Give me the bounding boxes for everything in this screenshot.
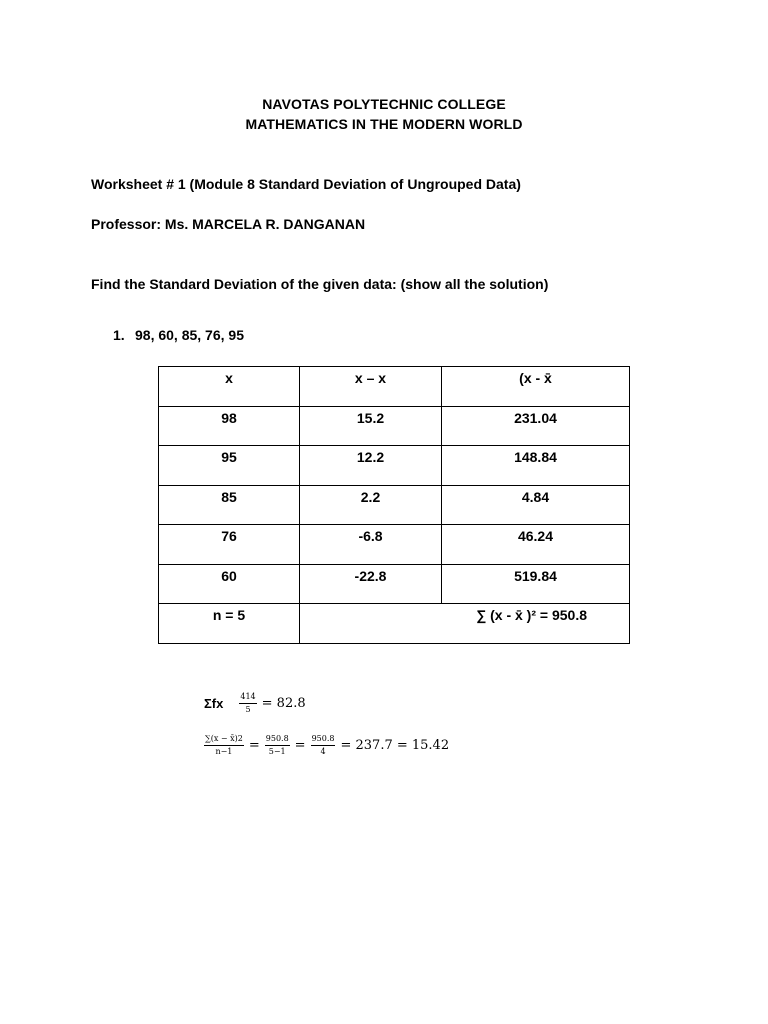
variance-simplified-numerator: 950.8 — [311, 734, 336, 746]
mean-calculation — [204, 692, 309, 715]
mean-fraction — [239, 692, 256, 715]
table-header-cell: x — [159, 367, 300, 407]
sum-squares-cell: ∑ (x - x̄ )² = 950.8 — [300, 604, 630, 644]
table-cell: 12.2 — [300, 446, 442, 486]
table-row — [159, 406, 630, 446]
sd-calculation — [202, 734, 452, 757]
instruction-text: Find the Standard Deviation of the given data: (show all the solution) — [91, 276, 549, 292]
table-cell: 98 — [159, 406, 300, 446]
mean-result: = 82.8 — [261, 696, 306, 711]
variance-substituted-fraction — [265, 734, 290, 757]
table-cell: 4.84 — [442, 485, 630, 525]
table-cell: 85 — [159, 485, 300, 525]
variance-formula-denominator: n−1 — [215, 747, 233, 756]
table-footer-row — [159, 604, 630, 644]
sum-fx-label: Σfx — [204, 696, 224, 711]
college-name: NAVOTAS POLYTECHNIC COLLEGE — [262, 96, 506, 112]
problem-data: 98, 60, 85, 76, 95 — [135, 327, 244, 343]
deviation-table — [158, 366, 630, 644]
table-header-cell: x – x — [300, 367, 442, 407]
worksheet-title: Worksheet # 1 (Module 8 Standard Deviation of Ungrouped Data) — [91, 176, 521, 192]
table-row — [159, 564, 630, 604]
variance-simplified-fraction — [311, 734, 336, 757]
variance-simplified-denominator: 4 — [320, 747, 326, 756]
table-cell: -22.8 — [300, 564, 442, 604]
problem-number: 1. — [113, 327, 125, 343]
table-cell: 76 — [159, 525, 300, 565]
equals-sign: = — [294, 738, 306, 753]
variance-formula-numerator: ∑(x − x̄)2 — [204, 734, 244, 746]
table-header-cell: (x - x̄ — [442, 367, 630, 407]
mean-numerator: 414 — [239, 692, 256, 704]
variance-substituted-denominator: 5−1 — [268, 747, 286, 756]
table-cell: 231.04 — [442, 406, 630, 446]
table-cell: 60 — [159, 564, 300, 604]
table-cell: 95 — [159, 446, 300, 486]
table-row — [159, 446, 630, 486]
equals-sign: = — [248, 738, 260, 753]
table-row — [159, 525, 630, 565]
table-cell: 46.24 — [442, 525, 630, 565]
mean-denominator: 5 — [245, 705, 251, 714]
variance-substituted-numerator: 950.8 — [265, 734, 290, 746]
problem-item — [113, 327, 244, 343]
professor-line: Professor: Ms. MARCELA R. DANGANAN — [91, 216, 366, 232]
variance-formula-fraction — [204, 734, 244, 757]
table-cell: 15.2 — [300, 406, 442, 446]
table-cell: 148.84 — [442, 446, 630, 486]
sample-size-cell: n = 5 — [159, 604, 300, 644]
table-cell: 2.2 — [300, 485, 442, 525]
table-cell: 519.84 — [442, 564, 630, 604]
table-header-row — [159, 367, 630, 407]
table-cell: -6.8 — [300, 525, 442, 565]
course-title: MATHEMATICS IN THE MODERN WORLD — [245, 116, 523, 132]
sd-result: = 237.7 = 15.42 — [340, 738, 450, 753]
table-row — [159, 485, 630, 525]
